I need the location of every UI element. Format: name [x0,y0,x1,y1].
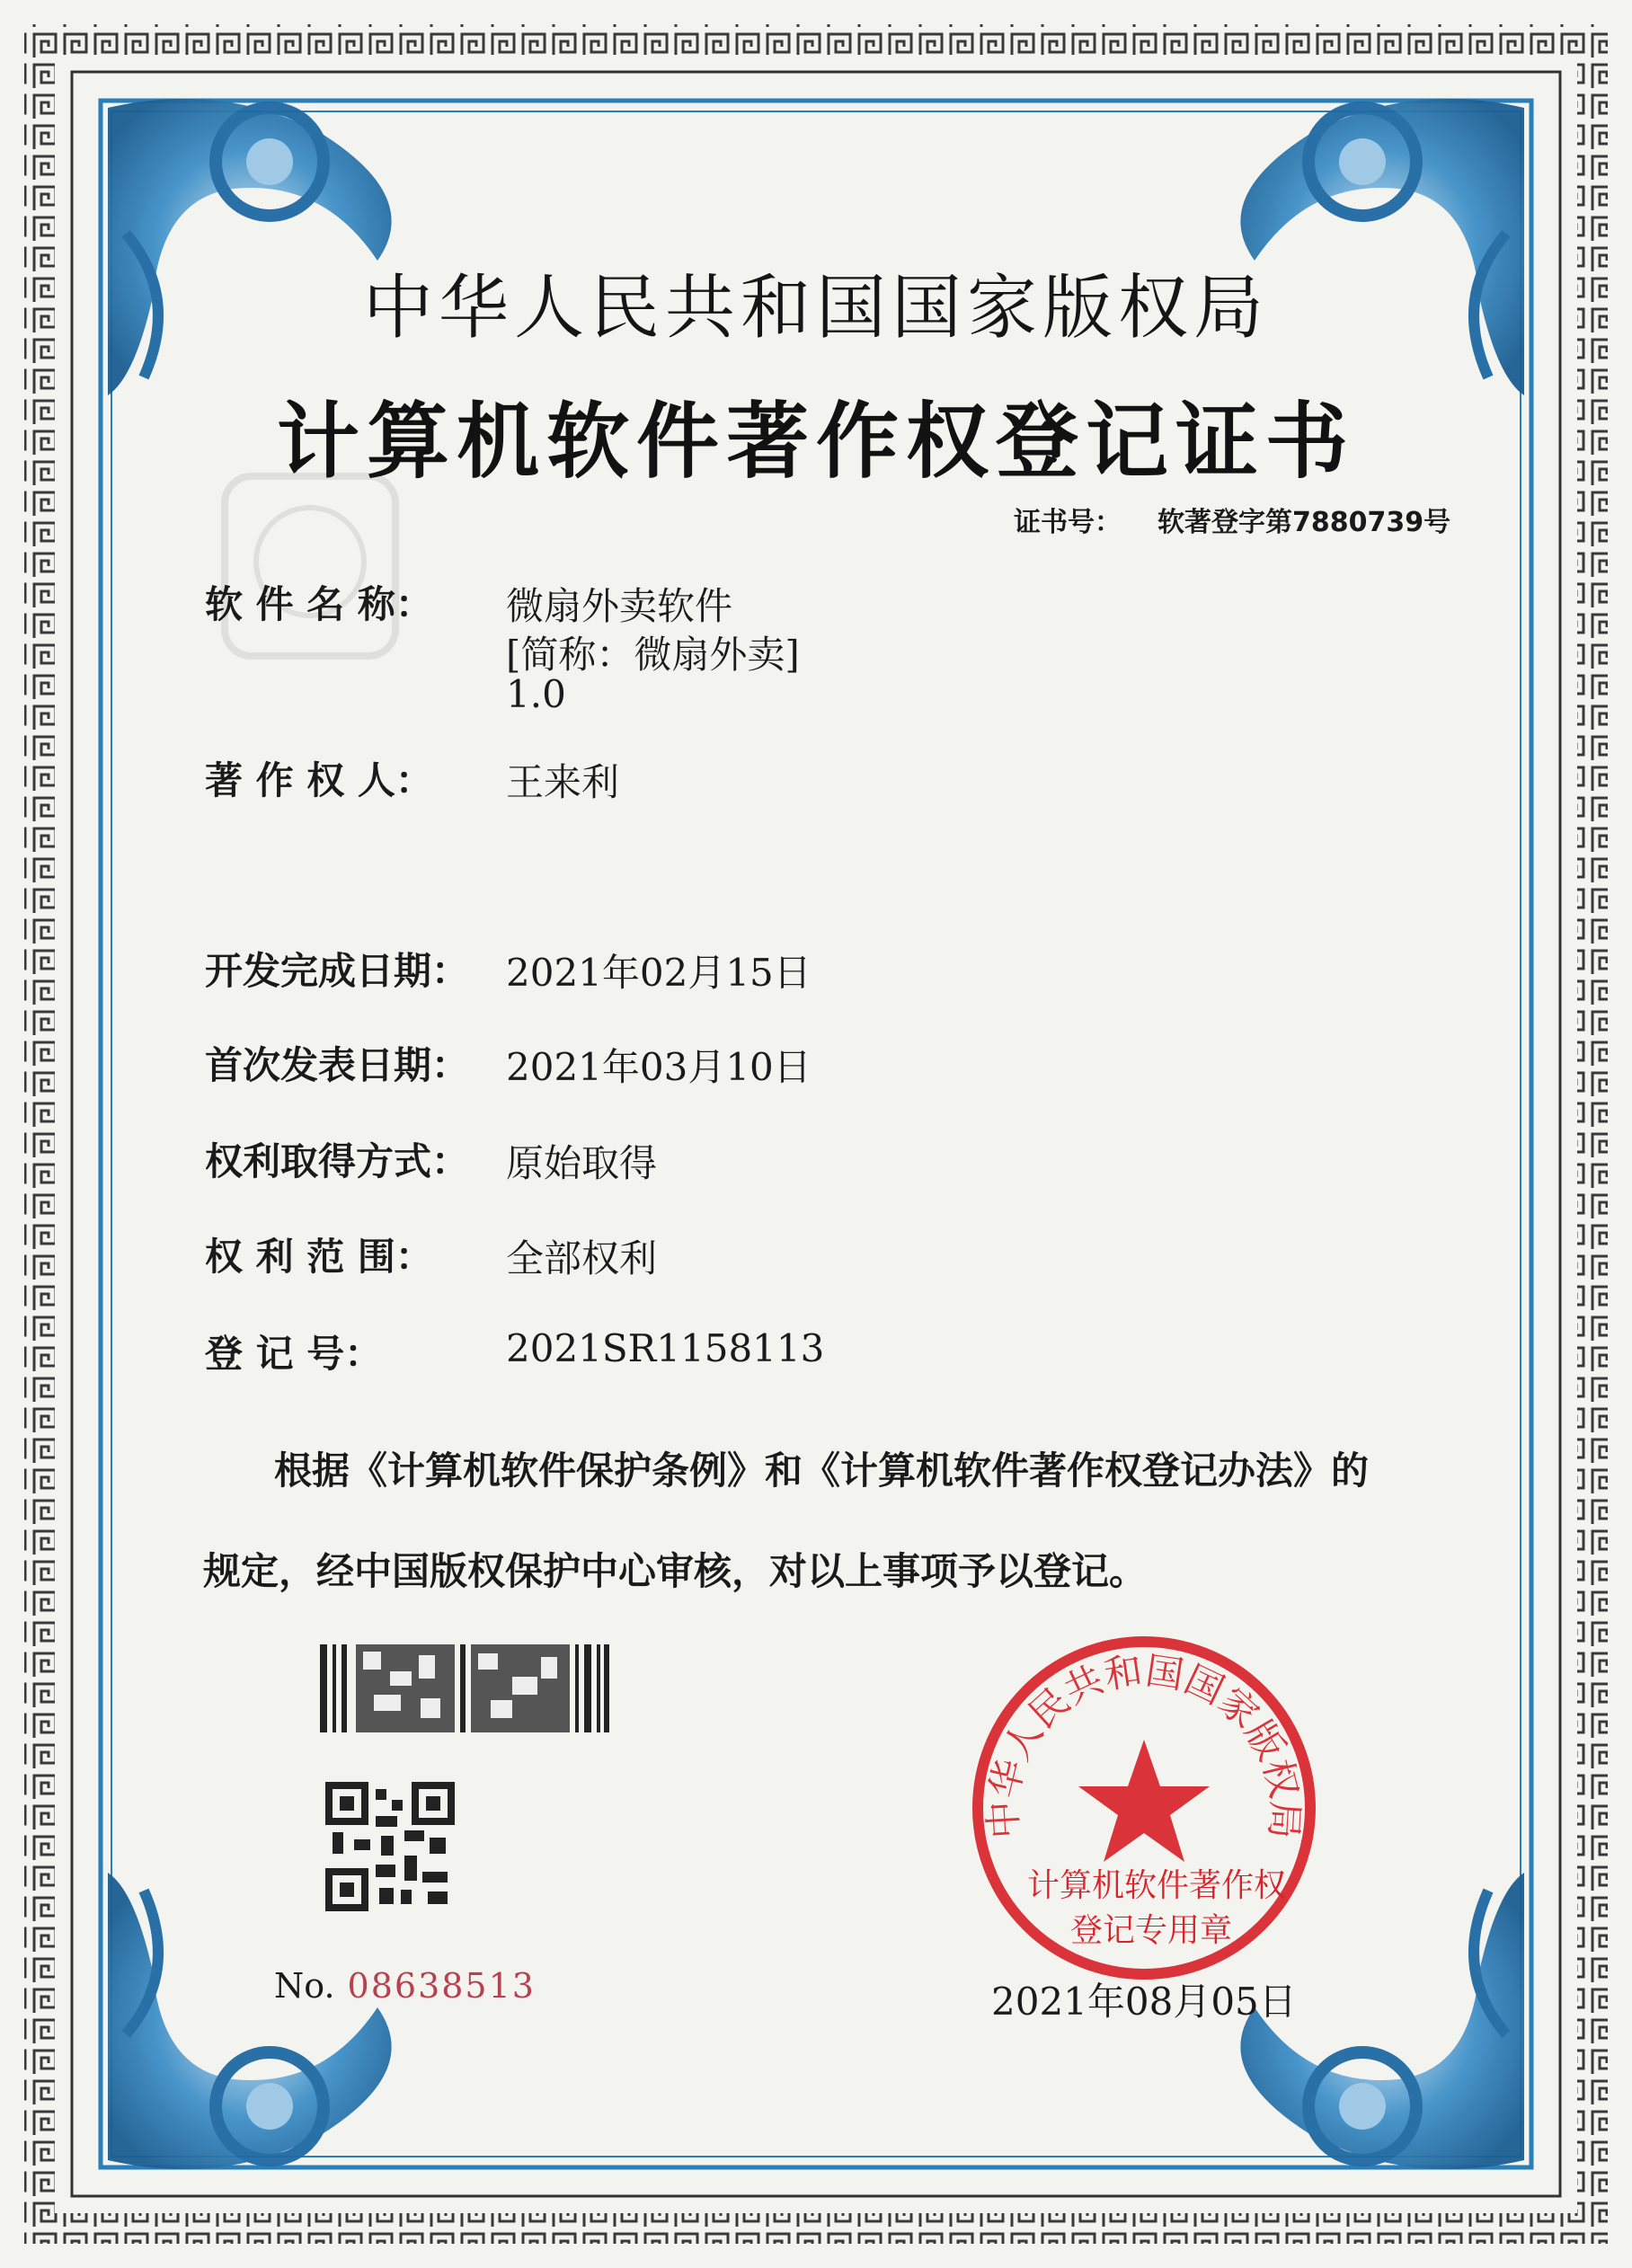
software-short-name: [简称：微扇外卖] [506,633,800,677]
seal-inner-line-1: 计算机软件著作权 [1027,1867,1287,1904]
corner-ornament-bottom-left [108,1873,392,2169]
scope-of-rights-value: 全部权利 [506,1236,658,1280]
registration-number-label: 登 记 号： [205,1332,383,1376]
certificate-title: 计算机软件著作权登记证书 [276,394,1355,490]
certificate-number-label: 证书号： [1014,507,1122,538]
certificate-number [1014,500,1450,539]
serial-number [274,1966,536,2006]
seal-outer-text: 中华人民共和国国家版权局 [980,1648,1308,1840]
copyright-holder-value: 王来利 [506,760,620,804]
software-name-value: 微扇外卖软件 [506,584,733,628]
certificate-number-value: 软著登字第7880739号 [1157,507,1451,538]
software-name-label: 软 件 名 称： [205,582,433,626]
serial-prefix: No. [274,1966,335,2006]
issuer-title: 中华人民共和国国家版权局 [362,268,1269,349]
completion-date-label: 开发完成日期： [205,949,470,993]
software-version: 1.0 [506,672,566,716]
issue-date: 2021年08月05日 [991,1980,1297,2024]
copyright-holder-label: 著 作 权 人： [205,758,433,802]
statement-line-2: 规定，经中国版权保护中心审核，对以上事项予以登记。 [203,1549,1148,1593]
completion-date-value: 2021年02月15日 [506,951,812,995]
watermark-emblem [225,476,395,656]
qr-code [329,1785,451,1908]
acquisition-method-value: 原始取得 [506,1141,658,1185]
first-publication-date-value: 2021年03月10日 [506,1045,812,1089]
first-publication-date-label: 首次发表日期： [205,1043,470,1087]
statement-line-1: 根据《计算机软件保护条例》和《计算机软件著作权登记办法》的 [274,1449,1370,1493]
scope-of-rights-label: 权 利 范 围： [205,1235,433,1279]
barcode [320,1644,609,1732]
acquisition-method-label: 权利取得方式： [205,1139,470,1183]
registration-number-value: 2021SR1158113 [506,1326,825,1370]
serial-value: 08638513 [347,1966,536,2006]
seal-inner-line-2: 登记专用章 [1070,1912,1233,1949]
